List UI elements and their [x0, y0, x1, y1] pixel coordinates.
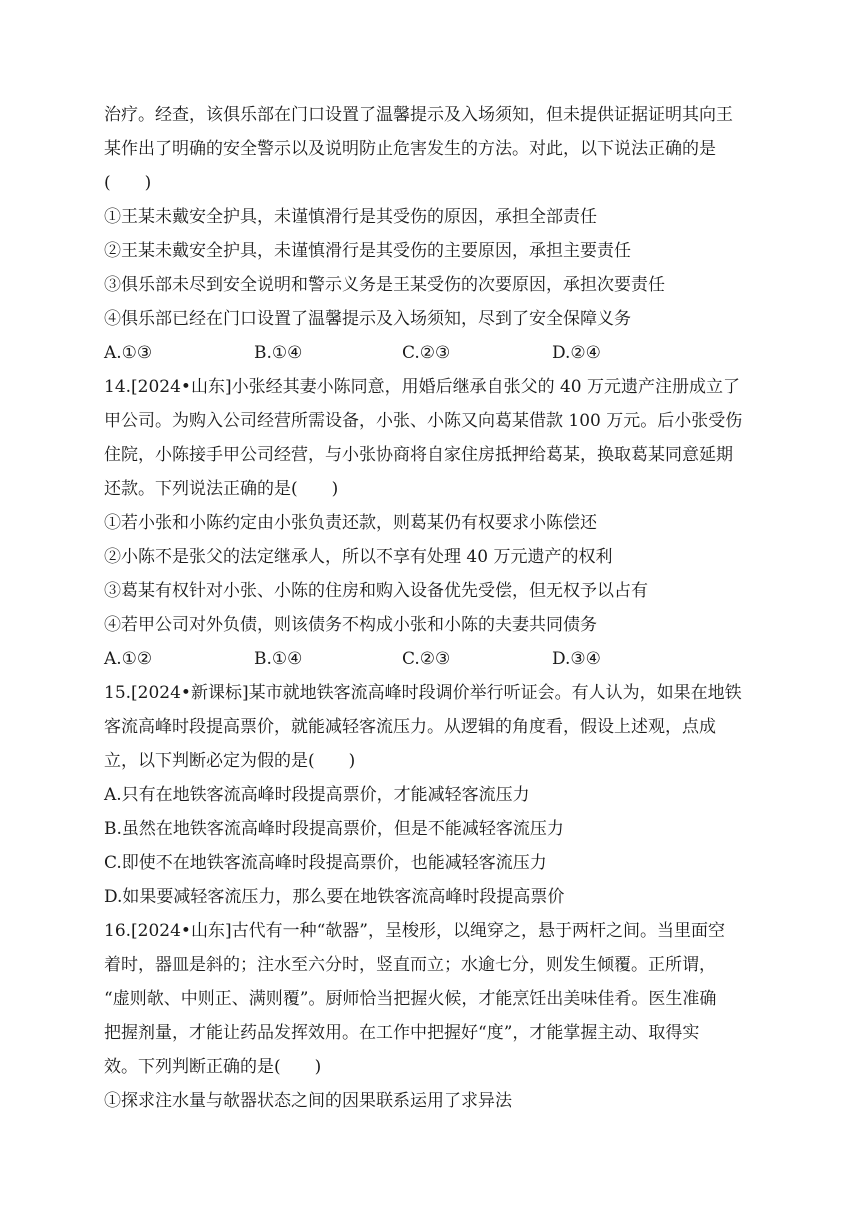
- q13-option-c: C.②③: [402, 343, 451, 363]
- q14-text-line: 甲公司。为购入公司经营所需设备，小张、小陈又向葛某借款 100 万元。后小张受伤: [104, 411, 743, 431]
- q13-option-d: D.②④: [552, 343, 601, 363]
- q15-text-line: 立，以下判断必定为假的是( ): [104, 751, 356, 771]
- q13-options: [104, 342, 724, 364]
- q13-answer-blank: ( ): [104, 173, 152, 193]
- q16-statement: ①探求注水量与欹器状态之间的因果联系运用了求异法: [104, 1091, 512, 1111]
- q14-text-line: 还款。下列说法正确的是( ): [104, 479, 339, 499]
- q13-option-b: B.①④: [254, 343, 303, 363]
- q14-statement: ①若小张和小陈约定由小张负责还款，则葛某仍有权要求小陈偿还: [104, 513, 597, 533]
- q15-text-line: 15.[2024•新课标]某市就地铁客流高峰时段调价举行听证会。有人认为，如果在地铁: [104, 683, 742, 703]
- q16-text-line: 16.[2024•山东]古代有一种“欹器”，呈梭形，以绳穿之，悬于两杆之间。当里面空: [104, 921, 725, 941]
- q14-text-line: 14.[2024•山东]小张经其妻小陈同意，用婚后继承自张父的 40 万元遗产注册成立了: [104, 377, 741, 397]
- q15-choice-d: D.如果要减轻客流压力，那么要在地铁客流高峰时段提高票价: [104, 887, 565, 907]
- q13-text-line: 某作出了明确的安全警示以及说明防止危害发生的方法。对此，以下说法正确的是: [104, 139, 716, 159]
- q13-statement: ③俱乐部未尽到安全说明和警示义务是王某受伤的次要原因，承担次要责任: [104, 275, 665, 295]
- q15-choice-c: C.即使不在地铁客流高峰时段提高票价，也能减轻客流压力: [104, 853, 547, 873]
- q14-option-a: A.①②: [104, 649, 153, 669]
- q13-text-line: 治疗。经查，该俱乐部在门口设置了温馨提示及入场须知，但未提供证据证明其向王: [104, 105, 733, 125]
- q14-option-c: C.②③: [402, 649, 451, 669]
- q13-option-a: A.①③: [104, 343, 153, 363]
- q13-statement: ①王某未戴安全护具，未谨慎滑行是其受伤的原因，承担全部责任: [104, 207, 597, 227]
- q14-options: [104, 648, 724, 670]
- q14-statement: ④若甲公司对外负债，则该债务不构成小张和小陈的夫妻共同债务: [104, 615, 597, 635]
- q16-text-line: 把握剂量，才能让药品发挥效用。在工作中把握好“度”，才能掌握主动、取得实: [104, 1023, 700, 1043]
- q13-statement: ②王某未戴安全护具，未谨慎滑行是其受伤的主要原因，承担主要责任: [104, 241, 631, 261]
- q15-choice-b: B.虽然在地铁客流高峰时段提高票价，但是不能减轻客流压力: [104, 819, 564, 839]
- q16-text-line: “虚则欹、中则正、满则覆”。厨师恰当把握火候，才能烹饪出美味佳肴。医生准确: [104, 989, 717, 1009]
- q13-statement: ④俱乐部已经在门口设置了温馨提示及入场须知，尽到了安全保障义务: [104, 309, 631, 329]
- q15-text-line: 客流高峰时段提高票价，就能减轻客流压力。从逻辑的角度看，假设上述观，点成: [104, 717, 716, 737]
- q14-statement: ②小陈不是张父的法定继承人，所以不享有处理 40 万元遗产的权利: [104, 547, 613, 567]
- q14-text-line: 住院，小陈接手甲公司经营，与小张协商将自家住房抵押给葛某，换取葛某同意延期: [104, 445, 733, 465]
- q16-text-line: 着时，器皿是斜的；注水至六分时，竖直而立；水逾七分，则发生倾覆。正所谓，: [104, 955, 716, 975]
- q14-statement: ③葛某有权针对小张、小陈的住房和购入设备优先受偿，但无权予以占有: [104, 581, 648, 601]
- q15-choice-a: A.只有在地铁客流高峰时段提高票价，才能减轻客流压力: [104, 785, 530, 805]
- q16-text-line: 效。下列判断正确的是( ): [104, 1057, 322, 1077]
- q14-option-b: B.①④: [254, 649, 303, 669]
- q14-option-d: D.③④: [552, 649, 601, 669]
